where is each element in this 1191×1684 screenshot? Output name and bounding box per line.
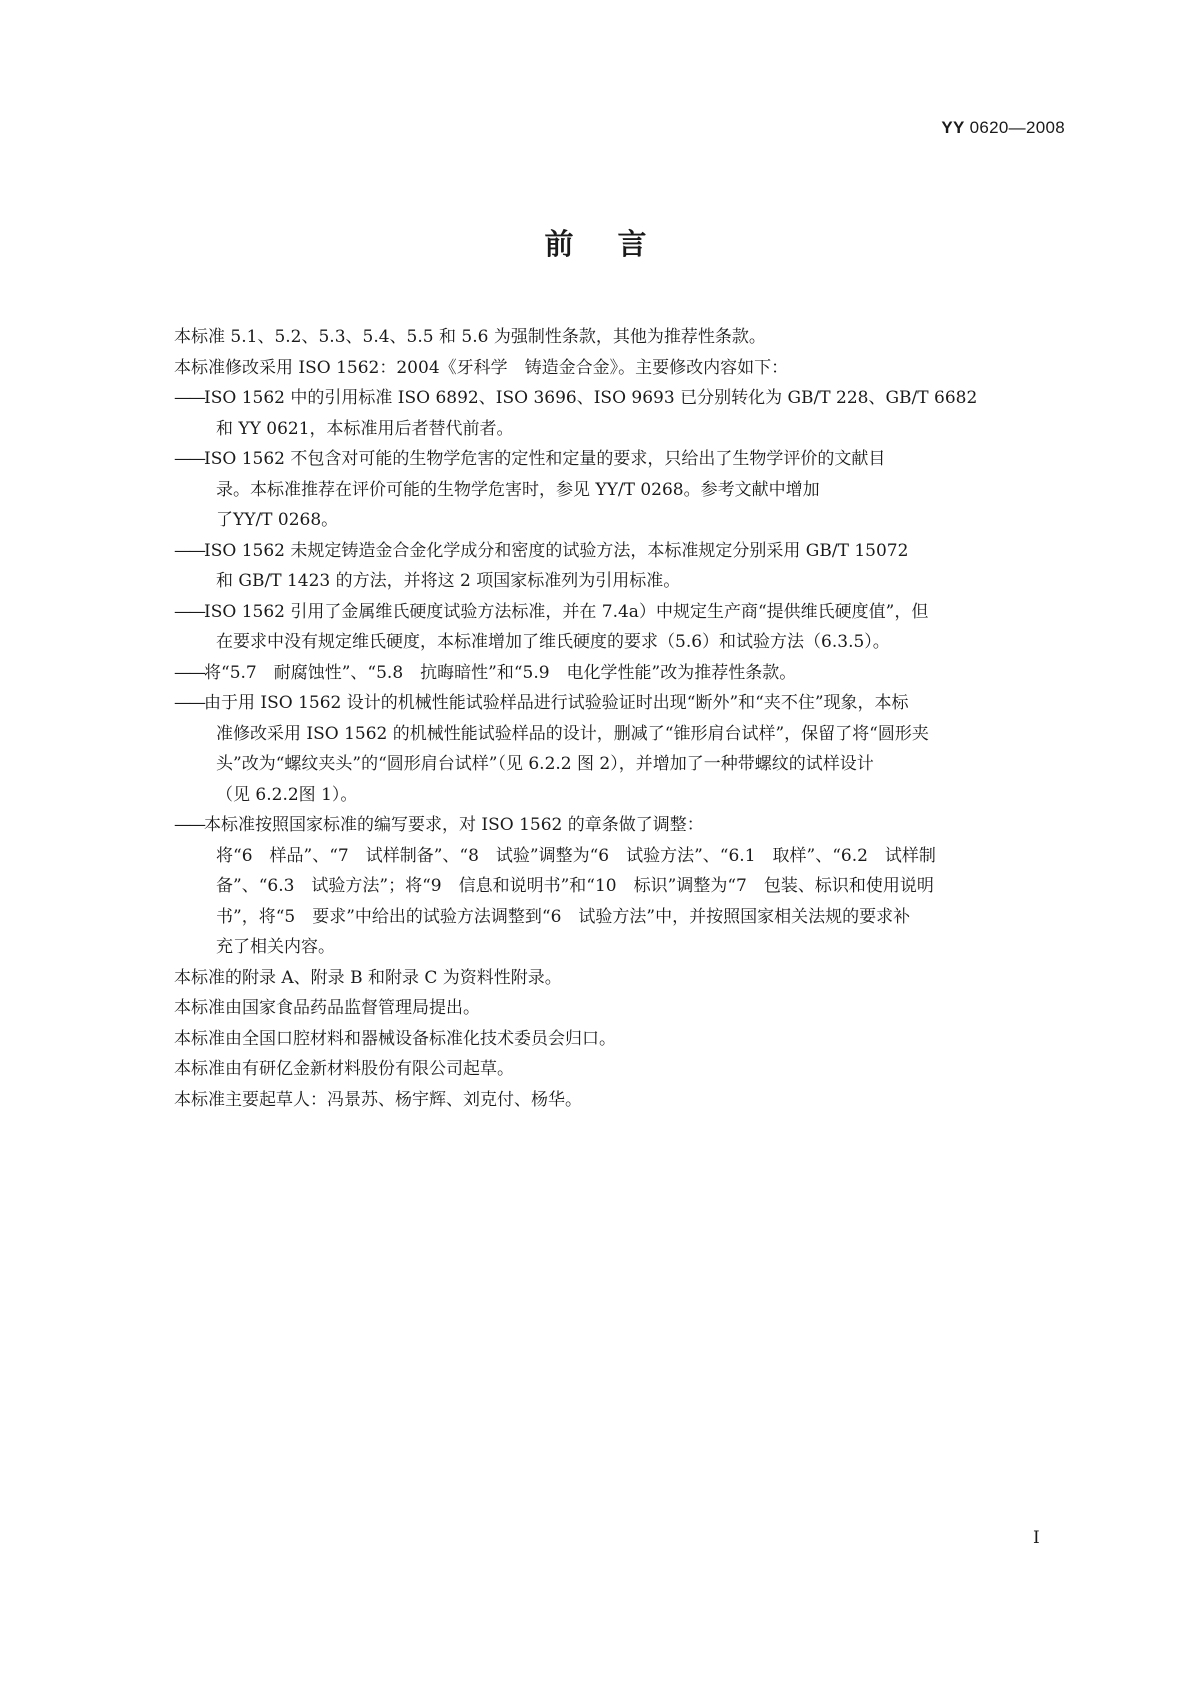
paragraph-mandatory-clauses: 本标准 5.1、5.2、5.3、5.4、5.5 和 5.6 为强制性条款，其他为推荐性条款。 bbox=[174, 327, 766, 347]
list-item-line: （见 6.2.2图 1）。 bbox=[216, 784, 358, 805]
dash-marker: —— bbox=[174, 662, 204, 683]
document-code-number: 0620—2008 bbox=[969, 118, 1065, 137]
dash-marker: —— bbox=[174, 693, 204, 713]
list-item-line: 由于用 ISO 1562 设计的机械性能试验样品进行试验验证时出现“断外”和“夹不住”现象，本标 bbox=[204, 693, 909, 713]
list-item bbox=[174, 688, 1062, 810]
list-item-line: 了YY/T 0268。 bbox=[216, 510, 339, 530]
paragraph-drafters: 本标准主要起草人：冯景苏、杨宇辉、刘克付、杨华。 bbox=[174, 1089, 582, 1110]
list-item-line: 和 YY 0621，本标准用后者替代前者。 bbox=[216, 418, 514, 439]
paragraph-committee: 本标准由全国口腔材料和器械设备标准化技术委员会归口。 bbox=[174, 1028, 616, 1049]
list-item-line: 和 GB/T 1423 的方法，并将这 2 项国家标准列为引用标准。 bbox=[216, 571, 681, 591]
foreword-body bbox=[174, 322, 1062, 1115]
page-number: I bbox=[1033, 1528, 1040, 1548]
list-item-line: ISO 1562 未规定铸造金合金化学成分和密度的试验方法，本标准规定分别采用 GB/T 15072 bbox=[204, 540, 909, 561]
list-item-line: 准修改采用 ISO 1562 的机械性能试验样品的设计，删减了“锥形肩台试样”，保留了将“圆形夹 bbox=[216, 723, 929, 744]
list-item-line: 头”改为“螺纹夹头”的“圆形肩台试样”（见 6.2.2 图 2），并增加了一种带螺纹的试样设计 bbox=[216, 754, 874, 774]
list-item-line: 本标准按照国家标准的编写要求，对 ISO 1562 的章条做了调整： bbox=[204, 815, 704, 835]
dash-marker: —— bbox=[174, 815, 204, 835]
list-item bbox=[174, 536, 1062, 597]
page-title: 前言 bbox=[544, 227, 691, 261]
dash-marker: —— bbox=[174, 449, 204, 469]
list-item-line: 将“5.7 耐腐蚀性”、“5.8 抗晦暗性”和“5.9 电化学性能”改为推荐性条款。 bbox=[204, 662, 797, 683]
paragraph-appendices: 本标准的附录 A、附录 B 和附录 C 为资料性附录。 bbox=[174, 967, 562, 988]
list-item-line: ISO 1562 不包含对可能的生物学危害的定性和定量的要求，只给出了生物学评价的文献目 bbox=[204, 449, 886, 469]
dash-marker: —— bbox=[174, 388, 204, 408]
list-item bbox=[174, 444, 1062, 536]
dash-marker: —— bbox=[174, 601, 204, 622]
list-item-line: 录。本标准推荐在评价可能的生物学危害时，参见 YY/T 0268。参考文献中增加 bbox=[216, 479, 820, 500]
document-code bbox=[941, 118, 1065, 138]
document-code-prefix: YY bbox=[941, 118, 965, 137]
list-item bbox=[174, 658, 1062, 689]
list-item bbox=[174, 810, 1062, 963]
list-item-line: ISO 1562 引用了金属维氏硬度试验方法标准，并在 7.4a）中规定生产商“提供维氏硬度值”，但 bbox=[204, 601, 929, 622]
list-item bbox=[174, 383, 1062, 444]
list-item-line: ISO 1562 中的引用标准 ISO 6892、ISO 3696、ISO 9693 已分别转化为 GB/T 228、GB/T 6682 bbox=[204, 388, 978, 408]
list-item-line: 备”、“6.3 试验方法”；将“9 信息和说明书”和“10 标识”调整为“7 包装、标识和使用说明 bbox=[216, 876, 934, 896]
paragraph-proposer: 本标准由国家食品药品监督管理局提出。 bbox=[174, 998, 480, 1018]
paragraph-drafting-org: 本标准由有研亿金新材料股份有限公司起草。 bbox=[174, 1059, 514, 1079]
list-item bbox=[174, 597, 1062, 658]
list-item-line: 在要求中没有规定维氏硬度，本标准增加了维氏硬度的要求（5.6）和试验方法（6.3.5）。 bbox=[216, 632, 890, 652]
list-item-line: 书”，将“5 要求”中给出的试验方法调整到“6 试验方法”中，并按照国家相关法规的要求补 bbox=[216, 906, 911, 927]
list-item-line: 充了相关内容。 bbox=[216, 937, 335, 957]
paragraph-adoption: 本标准修改采用 ISO 1562：2004《牙科学 铸造金合金》。主要修改内容如下： bbox=[174, 357, 789, 378]
list-item-line: 将“6 样品”、“7 试样制备”、“8 试验”调整为“6 试验方法”、“6.1 取样”、“6.2 试样制 bbox=[216, 845, 936, 866]
dash-marker: —— bbox=[174, 540, 204, 561]
